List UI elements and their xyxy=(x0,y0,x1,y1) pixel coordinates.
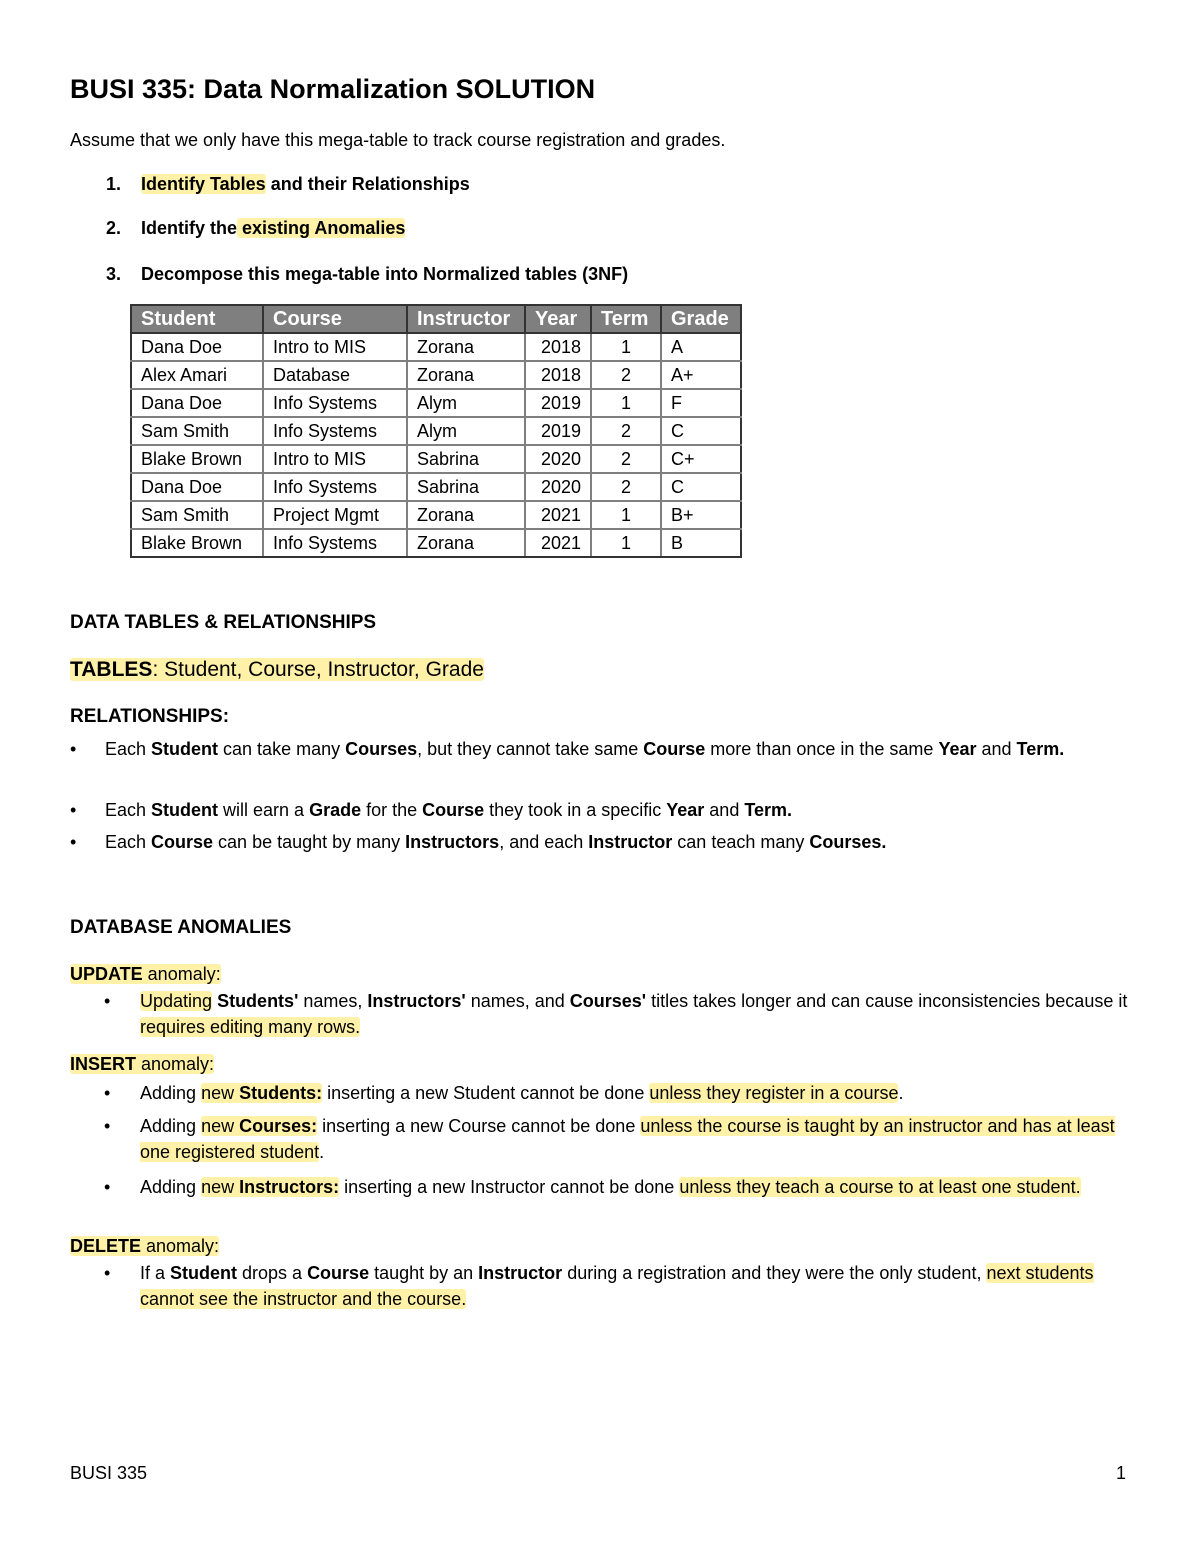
table-cell: Info Systems xyxy=(263,417,407,445)
table-cell: 2020 xyxy=(525,473,591,501)
table-cell: Sam Smith xyxy=(131,501,263,529)
table-cell: 2 xyxy=(591,361,661,389)
step-highlight: existing Anomalies xyxy=(237,218,406,238)
update-anomaly-heading: UPDATE anomaly: xyxy=(70,964,221,984)
table-cell: F xyxy=(661,389,741,417)
bullet-icon: • xyxy=(70,800,77,820)
bullet-icon: • xyxy=(104,1263,111,1283)
table-cell: Dana Doe xyxy=(131,333,263,361)
table-cell: 2018 xyxy=(525,361,591,389)
table-cell: 2019 xyxy=(525,417,591,445)
table-cell: C xyxy=(661,473,741,501)
bullet-icon: • xyxy=(70,739,77,759)
table-cell: Sabrina xyxy=(407,445,525,473)
table-cell: B xyxy=(661,529,741,557)
table-cell: 2 xyxy=(591,473,661,501)
step-text: and their Relationships xyxy=(265,174,470,194)
table-cell: C xyxy=(661,417,741,445)
table-cell: Dana Doe xyxy=(131,473,263,501)
step-text: Decompose this mega-table into Normalized tables (3NF) xyxy=(141,264,629,284)
table-cell: Project Mgmt xyxy=(263,501,407,529)
relationships-heading: RELATIONSHIPS: xyxy=(70,706,230,727)
table-cell: Sabrina xyxy=(407,473,525,501)
bullet-icon: • xyxy=(104,1116,111,1136)
footer-page-number: 1 xyxy=(1116,1463,1127,1483)
bullet-icon: • xyxy=(104,1177,111,1197)
table-cell: Blake Brown xyxy=(131,529,263,557)
table-cell: 2021 xyxy=(525,529,591,557)
table-cell: 2 xyxy=(591,417,661,445)
step-highlight: Identify Tables xyxy=(141,174,266,194)
table-row xyxy=(131,389,741,417)
table-cell: Zorana xyxy=(407,501,525,529)
table-cell: Sam Smith xyxy=(131,417,263,445)
tables-label: TABLES xyxy=(70,658,153,681)
table-cell: 1 xyxy=(591,333,661,361)
section-heading-tables: DATA TABLES & RELATIONSHIPS xyxy=(70,612,377,633)
table-cell: Intro to MIS xyxy=(263,445,407,473)
table-cell: Alym xyxy=(407,389,525,417)
header-year: Year xyxy=(525,305,591,333)
table-cell: B+ xyxy=(661,501,741,529)
table-cell: 2 xyxy=(591,445,661,473)
table-cell: Alym xyxy=(407,417,525,445)
table-cell: 2019 xyxy=(525,389,591,417)
relationship-item: • Each Course can be taught by many Instructors, and each Instructor can teach many Courses. xyxy=(105,828,1145,857)
table-cell: 1 xyxy=(591,529,661,557)
intro-text: Assume that we only have this mega-table to track course registration and grades. xyxy=(70,130,726,150)
step-number: 2. xyxy=(106,218,122,238)
delete-anomaly-heading: DELETE anomaly: xyxy=(70,1236,220,1256)
insert-anomaly-item: • Adding new Courses: inserting a new Course cannot be done unless the course is taught by an instructor and has at least one registered student. xyxy=(140,1113,1140,1165)
table-cell: 2018 xyxy=(525,333,591,361)
mega-table xyxy=(130,304,742,558)
table-row xyxy=(131,501,741,529)
relationship-item: • Each Student can take many Courses, but they cannot take same Course more than once in the same Year and Term. xyxy=(105,735,1145,764)
table-cell: 2021 xyxy=(525,501,591,529)
table-cell: Zorana xyxy=(407,333,525,361)
insert-anomaly-item: • Adding new Students: inserting a new Student cannot be done unless they register in a course. xyxy=(140,1080,1140,1106)
bullet-icon: • xyxy=(104,991,111,1011)
table-row xyxy=(131,361,741,389)
header-term: Term xyxy=(591,305,661,333)
table-cell: A+ xyxy=(661,361,741,389)
header-student: Student xyxy=(131,305,263,333)
delete-anomaly-item: • If a Student drops a Course taught by an Instructor during a registration and they were the only student, next students cannot see the instructor and the course. xyxy=(140,1260,1140,1312)
table-cell: Info Systems xyxy=(263,473,407,501)
header-grade: Grade xyxy=(661,305,741,333)
table-cell: C+ xyxy=(661,445,741,473)
table-cell: 1 xyxy=(591,501,661,529)
document-title: BUSI 335: Data Normalization SOLUTION xyxy=(70,74,596,104)
table-cell: Zorana xyxy=(407,361,525,389)
bullet-icon: • xyxy=(70,832,77,852)
step-text: Identify the xyxy=(141,218,238,238)
table-header-row xyxy=(131,305,741,333)
table-cell: Blake Brown xyxy=(131,445,263,473)
table-cell: Intro to MIS xyxy=(263,333,407,361)
header-instructor: Instructor xyxy=(407,305,525,333)
relationship-item: • Each Student will earn a Grade for the Course they took in a specific Year and Term. xyxy=(105,796,1145,825)
table-cell: Database xyxy=(263,361,407,389)
footer-course-code: BUSI 335 xyxy=(70,1463,148,1483)
step-number: 1. xyxy=(106,174,122,194)
step-number: 3. xyxy=(106,264,122,284)
table-row xyxy=(131,473,741,501)
table-cell: 1 xyxy=(591,389,661,417)
tables-list: : Student, Course, Instructor, Grade xyxy=(152,658,484,681)
insert-anomaly-item: • Adding new Instructors: inserting a new Instructor cannot be done unless they teach a course to at least one student. xyxy=(140,1174,1140,1200)
update-anomaly-item: • Updating Students' names, Instructors' names, and Courses' titles takes longer and can cause inconsistencies because it requires editing many rows. xyxy=(140,988,1140,1040)
section-heading-anomalies: DATABASE ANOMALIES xyxy=(70,917,292,938)
table-cell: 2020 xyxy=(525,445,591,473)
table-cell: Alex Amari xyxy=(131,361,263,389)
table-row xyxy=(131,445,741,473)
header-course: Course xyxy=(263,305,407,333)
table-row xyxy=(131,333,741,361)
table-cell: A xyxy=(661,333,741,361)
table-row xyxy=(131,417,741,445)
table-cell: Info Systems xyxy=(263,529,407,557)
bullet-icon: • xyxy=(104,1083,111,1103)
tables-line xyxy=(70,658,484,682)
table-row xyxy=(131,529,741,557)
insert-anomaly-heading: INSERT anomaly: xyxy=(70,1054,215,1074)
table-cell: Zorana xyxy=(407,529,525,557)
table-cell: Dana Doe xyxy=(131,389,263,417)
table-cell: Info Systems xyxy=(263,389,407,417)
